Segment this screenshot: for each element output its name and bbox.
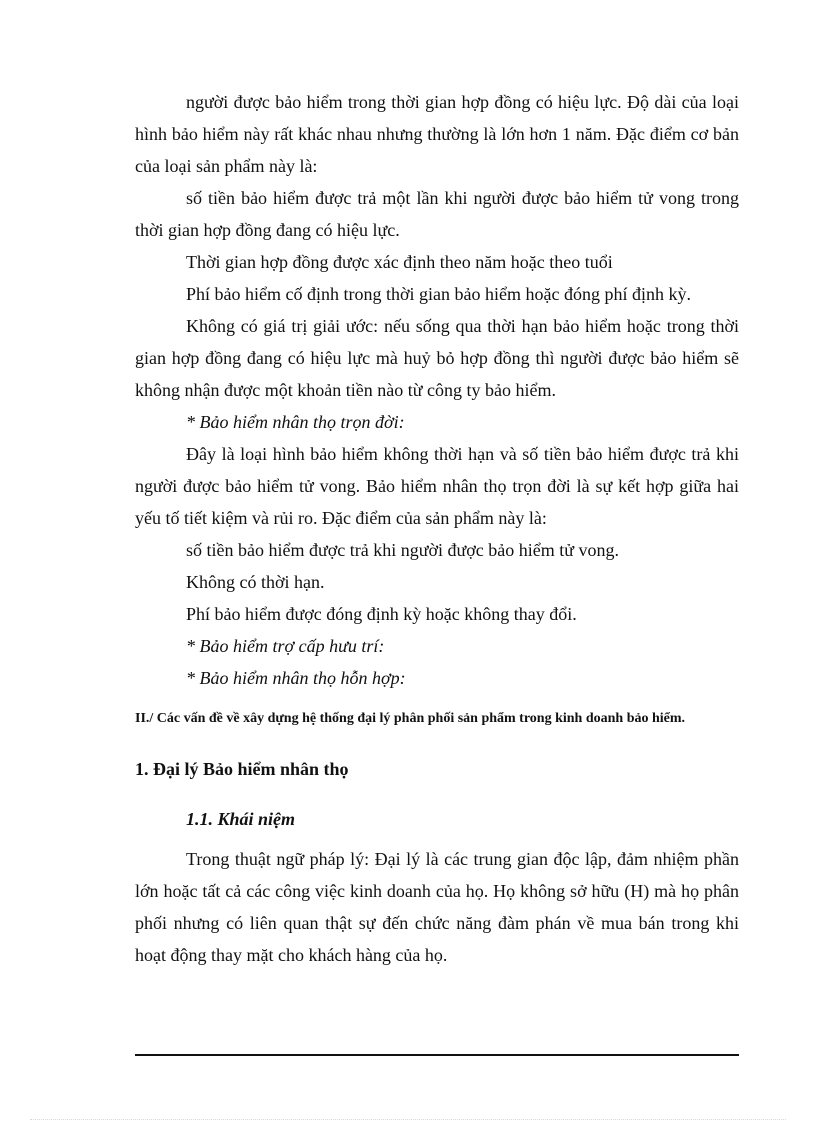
heading-life-insurance-agent: 1. Đại lý Bảo hiểm nhân thọ: [135, 759, 349, 779]
subheading-whole-life: * Bảo hiểm nhân thọ trọn đời:: [186, 412, 405, 432]
paragraph-payment-once: số tiền bảo hiểm được trả một lần khi người được bảo hiểm tử vong trong thời gian hợp đồng đang có hiệu lực.: [135, 188, 739, 240]
paragraph-periodic-premium: Phí bảo hiểm được đóng định kỳ hoặc không thay đổi.: [186, 604, 577, 624]
subheading-endowment: * Bảo hiểm nhân thọ hỗn hợp:: [186, 668, 406, 688]
paragraph-fixed-premium: Phí bảo hiểm cố định trong thời gian bảo hiểm hoặc đóng phí định kỳ.: [186, 284, 691, 304]
paragraph-contract-period: Thời gian hợp đồng được xác định theo năm hoặc theo tuổi: [186, 252, 613, 272]
paragraph-no-term: Không có thời hạn.: [186, 572, 325, 592]
paragraph-whole-life-payment: số tiền bảo hiểm được trả khi người được bảo hiểm tử vong.: [186, 540, 620, 560]
document-page: [135, 86, 739, 971]
paragraph-no-surrender-value: Không có giá trị giải ước: nếu sống qua thời hạn bảo hiểm hoặc trong thời gian hợp đồng đang có hiệu lực mà huỷ bỏ hợp đồng thì người được bảo hiểm sẽ không nhận được một khoản tiền nào từ công ty bảo hiểm.: [135, 316, 739, 400]
paragraph-term-insurance-intro: người được bảo hiểm trong thời gian hợp đồng có hiệu lực. Độ dài của loại hình bảo hiểm này rất khác nhau nhưng thường là lớn hơn 1 năm. Đặc điểm cơ bản của loại sản phẩm này là:: [135, 92, 739, 176]
paragraph-agent-definition: Trong thuật ngữ pháp lý: Đại lý là các trung gian độc lập, đảm nhiệm phần lớn hoặc tất cả các công việc kinh doanh của họ. Họ không sở hữu (H) mà họ phân phối nhưng có liên quan thật sự đến chức năng đàm phán về mua bán trong khi hoạt động thay mặt cho khách hàng của họ.: [135, 849, 739, 965]
page-bottom-border: [30, 1119, 786, 1120]
subheading-retirement-annuity: * Bảo hiểm trợ cấp hưu trí:: [186, 636, 385, 656]
footer-rule: [135, 1054, 739, 1056]
section-heading-agency-system: II./ Các vấn đề về xây dựng hệ thống đại lý phân phối sản phẩm trong kinh doanh bảo hiểm.: [135, 711, 686, 726]
heading-concept: 1.1. Khái niệm: [186, 809, 296, 829]
paragraph-whole-life-description: Đây là loại hình bảo hiểm không thời hạn và số tiền bảo hiểm được trả khi người được bảo hiểm tử vong. Bảo hiểm nhân thọ trọn đời là sự kết hợp giữa hai yếu tố tiết kiệm và rủi ro. Đặc điểm của sản phẩm này là:: [135, 444, 739, 528]
